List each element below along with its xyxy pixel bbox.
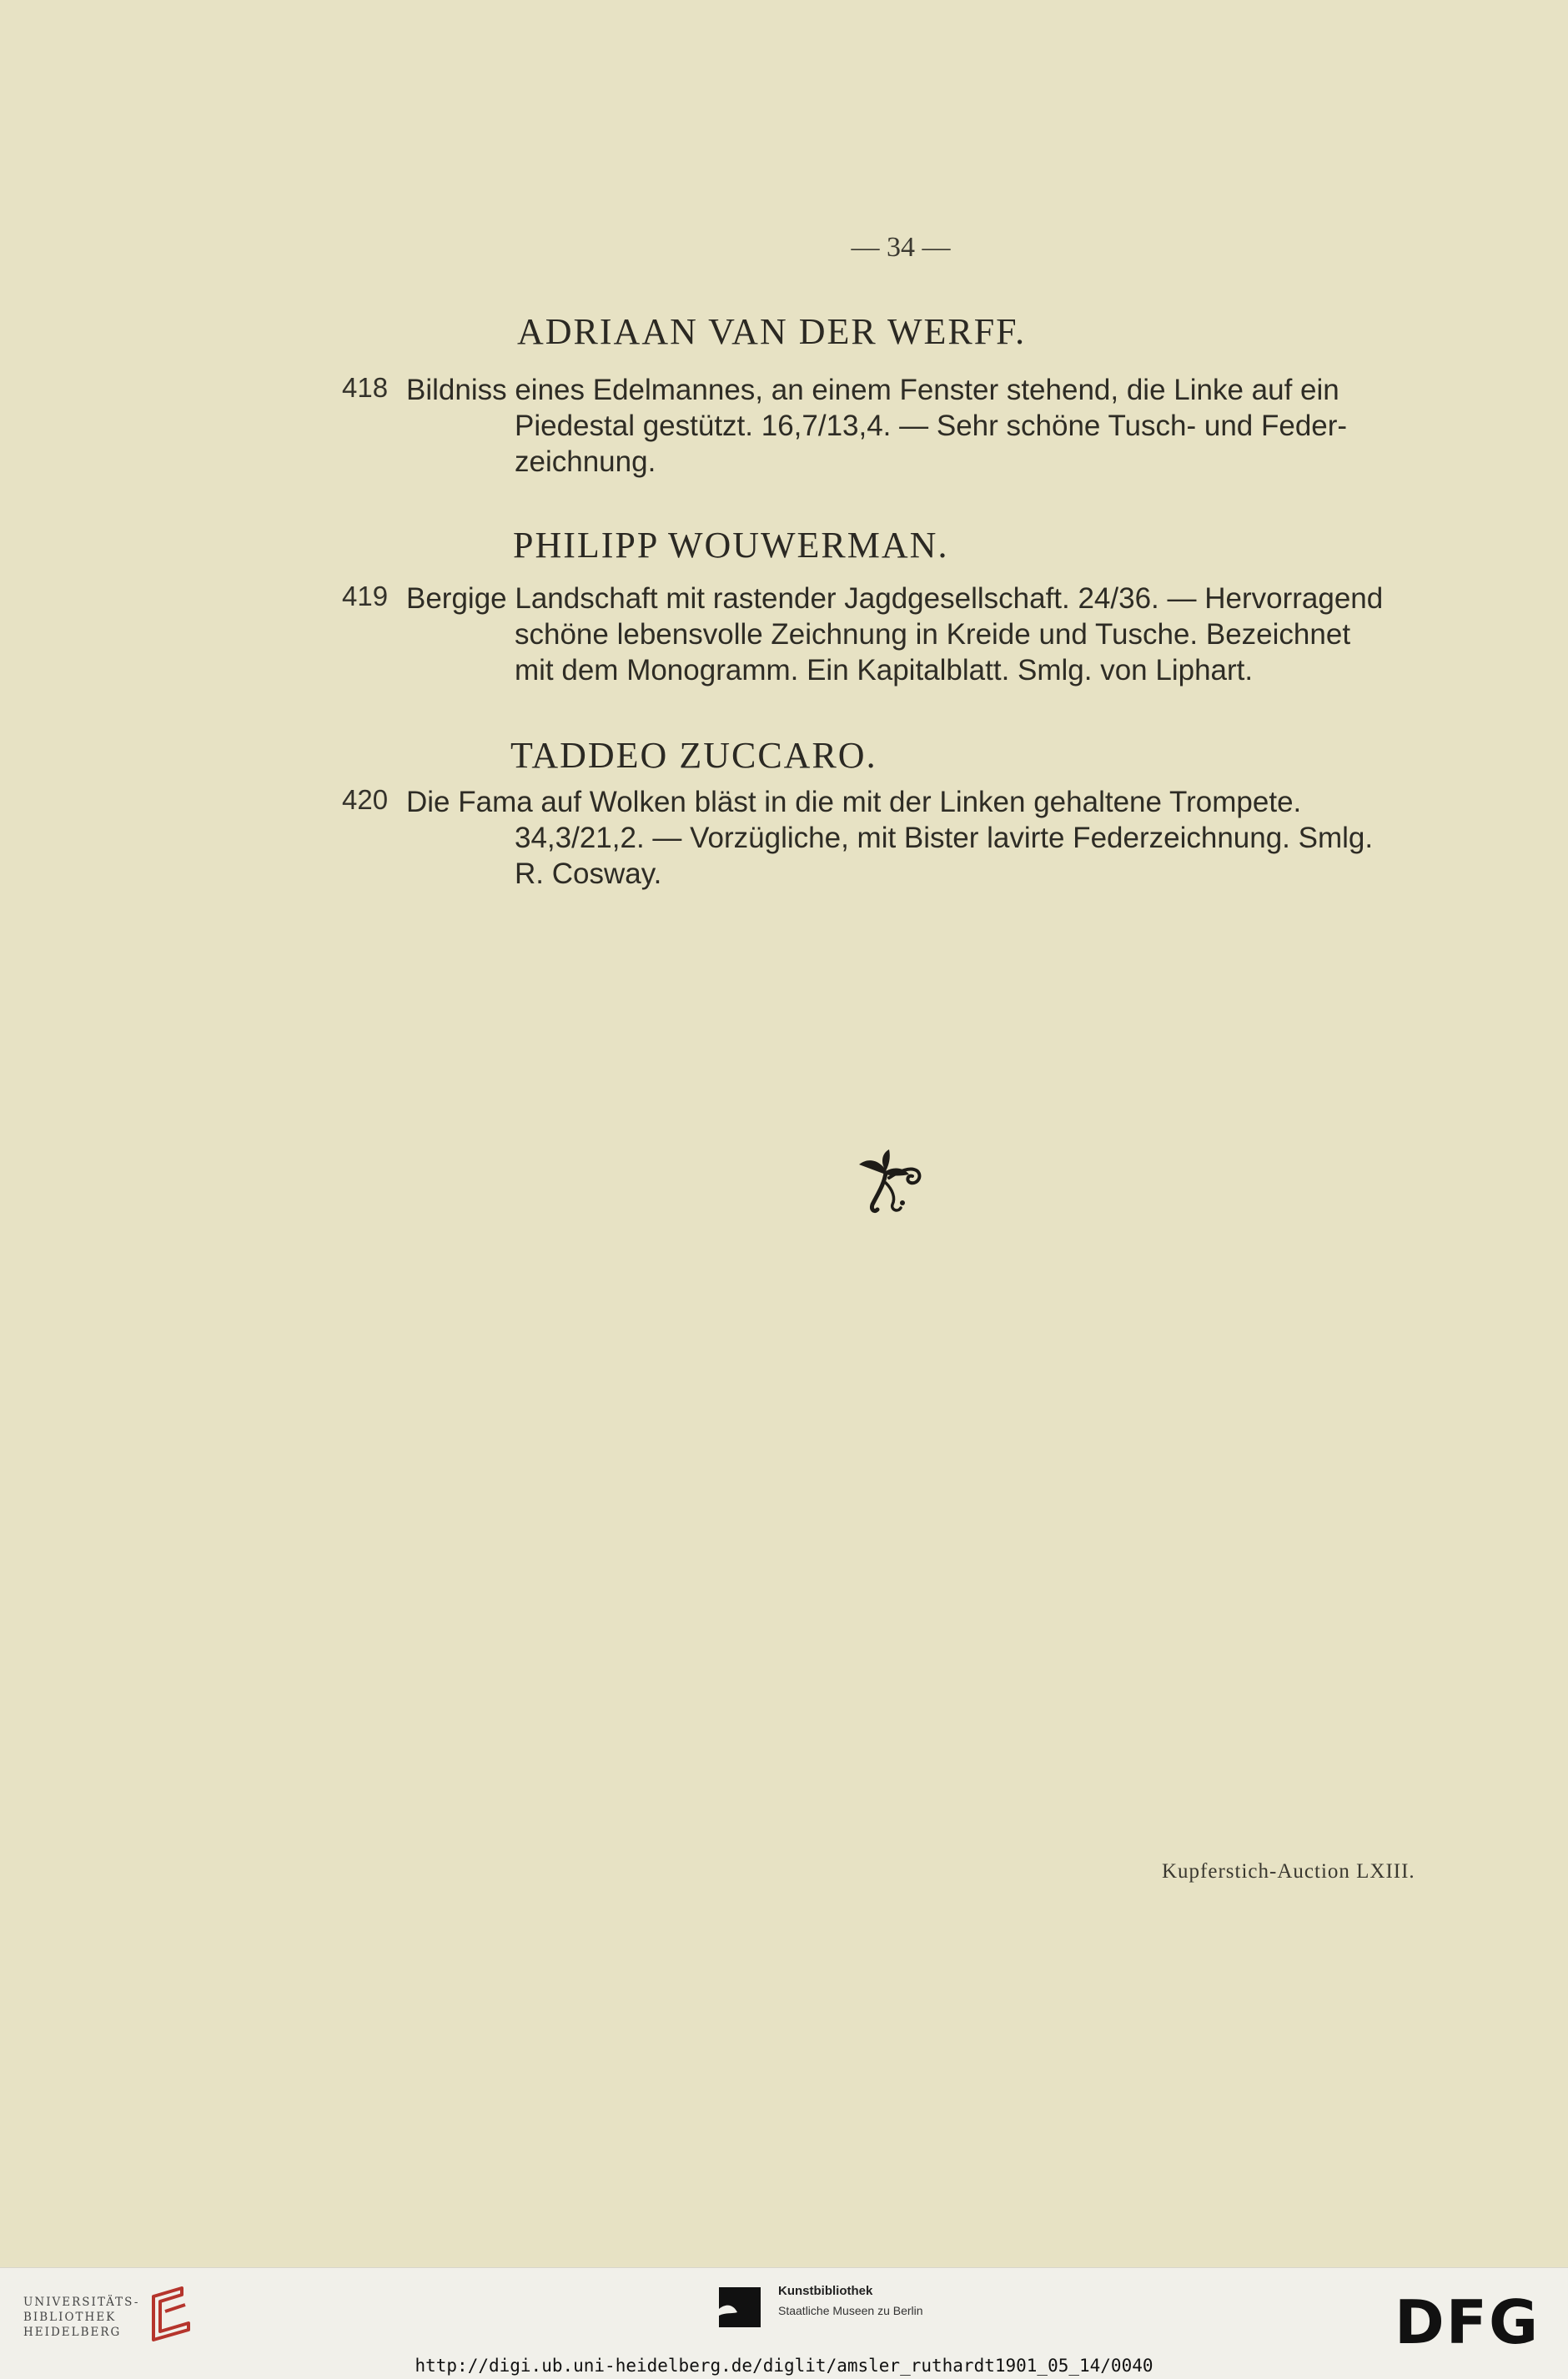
ub-emblem-icon — [148, 2286, 197, 2343]
artist-heading-zuccaro: TADDEO ZUCCARO. — [510, 735, 877, 776]
entry-number: 420 — [342, 784, 389, 815]
page-number: — 34 — — [851, 232, 951, 263]
ub-line: UNIVERSITÄTS- — [23, 2296, 140, 2309]
ub-line: HEIDELBERG — [23, 2326, 122, 2339]
ub-heidelberg-logo[interactable] — [23, 2283, 199, 2346]
floral-ornament-icon — [852, 1146, 924, 1220]
entry-line: Bergige Landschaft mit rastender Jagdgesellschaft. 24/36. — Hervorragend — [406, 582, 1384, 615]
kunstbibliothek-logo[interactable] — [716, 2284, 983, 2334]
catalogue-entry-420 — [342, 784, 1456, 892]
entry-line: schöne lebensvolle Zeichnung in Kreide und Tusche. Bezeichnet — [515, 618, 1351, 651]
entry-number: 419 — [342, 581, 389, 611]
entry-line: 34,3/21,2. — Vorzügliche, mit Bister lavirte Federzeichnung. Smlg. — [515, 822, 1374, 854]
entry-number: 418 — [342, 372, 389, 403]
ub-logo-text — [23, 2295, 139, 2340]
entry-line: mit dem Monogramm. Ein Kapitalblatt. Smlg. von Liphart. — [515, 654, 1254, 687]
entry-description — [406, 372, 1456, 480]
entry-line: zeichnung. — [515, 445, 656, 478]
entry-line: Die Fama auf Wolken bläst in die mit der Linken gehaltene Trompete. — [406, 786, 1302, 818]
entry-line: R. Cosway. — [515, 858, 662, 890]
entry-description — [406, 581, 1456, 688]
kb-subtitle: Staatliche Museen zu Berlin — [778, 2304, 923, 2317]
catalogue-entry-419 — [342, 581, 1456, 688]
entry-description — [406, 784, 1456, 892]
dfg-logo[interactable]: DFG — [1395, 2287, 1540, 2357]
artist-heading-wouwerman: PHILIPP WOUWERMAN. — [513, 525, 949, 566]
kb-emblem-icon — [716, 2284, 764, 2331]
artist-heading-werff: ADRIAAN VAN DER WERFF. — [517, 311, 1027, 352]
permalink-url[interactable]: http://digi.ub.uni-heidelberg.de/diglit/amsler_ruthardt1901_05_14/0040 — [415, 2356, 1153, 2376]
ub-line: BIBLIOTHEK — [23, 2311, 117, 2324]
auction-footer-note: Kupferstich-Auction LXIII. — [1162, 1860, 1415, 1883]
kb-name: Kunstbibliothek — [778, 2284, 873, 2298]
catalogue-entry-418 — [342, 372, 1456, 480]
entry-line: Bildniss eines Edelmannes, an einem Fenster stehend, die Linke auf ein — [406, 374, 1339, 406]
entry-line: Piedestal gestützt. 16,7/13,4. — Sehr schöne Tusch- und Feder- — [515, 410, 1348, 442]
